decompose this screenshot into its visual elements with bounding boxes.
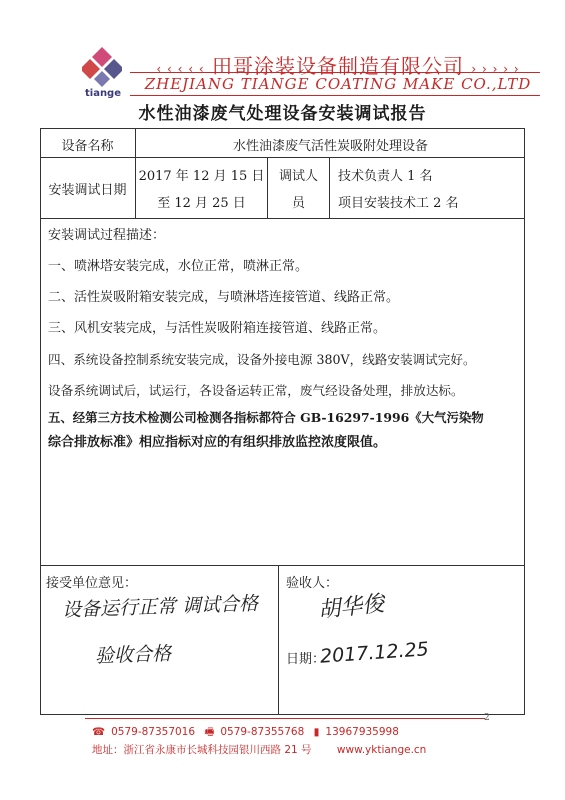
mobile-icon: ▮: [313, 726, 320, 738]
mobile: 13967935998: [325, 726, 399, 738]
footer-rule: [85, 718, 485, 719]
debugger-label-2: 员: [291, 196, 305, 211]
process-heading: 安装调试过程描述：: [48, 228, 166, 243]
opinion-handwriting-1: 设备运行正常 调试合格: [61, 592, 259, 622]
process-item-2: 二、活性炭吸附箱安装完成，与喷淋塔连接管道、线路正常。: [48, 290, 400, 305]
date-label: 日期：: [286, 652, 326, 667]
process-item-5-line2: 综合排放标准》相应指标对应的有组织排放监控浓度限值。: [48, 435, 387, 450]
footer-contacts: [92, 724, 492, 742]
website-link[interactable]: www.yktiange.cn: [336, 744, 427, 756]
header-rule-bottom: [130, 95, 540, 96]
opinion-label: 接受单位意见：: [46, 576, 138, 591]
phone-1: 0579-87357016: [111, 726, 196, 738]
process-item-3: 三、风机安装完成，与活性炭吸附箱连接管道、线路正常。: [48, 321, 387, 336]
logo-text: tiange: [84, 88, 121, 99]
process-item-5-line1: 五、经第三方技术检测公司检测各指标都符合 GB-16297-1996《大气污染物: [48, 410, 484, 425]
col-divider: [278, 565, 279, 715]
debugger-label-1: 调试人: [278, 169, 318, 184]
col-divider: [329, 157, 330, 218]
date-handwriting: 2017.12.25: [319, 638, 430, 668]
process-item-4: 四、系统设备控制系统安装完成，设备外接电源 380V，线路安装调试完好。: [48, 352, 476, 367]
address: 地址：浙江省永康市长城科技园银川西路 21 号: [92, 744, 312, 756]
arrows-left: ‹ ‹ ‹ ‹ ‹: [156, 62, 205, 76]
acceptor-label: 验收人：: [286, 576, 339, 591]
debugger-value-1: 技术负责人 1 名: [338, 169, 433, 184]
row-divider: [40, 157, 525, 158]
opinion-handwriting-2: 验收合格: [94, 642, 172, 668]
device-name-label: 设备名称: [61, 139, 114, 154]
process-item-1: 一、喷淋塔安装完成，水位正常，喷淋正常。: [48, 259, 309, 274]
phone-icon: ☎: [92, 726, 106, 738]
row-divider: [40, 218, 525, 219]
install-date-label: 安装调试日期: [48, 183, 127, 198]
phone-2: 0579-87355768: [220, 726, 305, 738]
install-date-line1: 2017 年 12 月 15 日: [138, 169, 265, 184]
page-number: 2: [484, 713, 490, 723]
company-name-en: ZHEJIANG TIANGE COATING MAKE CO.,LTD: [144, 75, 532, 93]
debugger-value-2: 项目安装技术工 2 名: [338, 196, 459, 211]
footer-address-line: [92, 742, 492, 757]
header-rule-top: [130, 72, 540, 73]
report-title: 水性油漆废气处理设备安装调试报告: [138, 104, 427, 124]
company-name-cn-text: 田哥涂装设备制造有限公司: [212, 54, 464, 78]
fax-icon: 🖷: [204, 726, 215, 738]
acceptor-signature: 胡华俊: [317, 591, 386, 624]
arrows-right: › › › › ›: [471, 62, 520, 76]
process-item-4-cont: 设备系统调试后，试运行，各设备运转正常，废气经设备处理，排放达标。: [48, 383, 464, 398]
row-divider: [40, 565, 525, 566]
device-name-value: 水性油漆废气活性炭吸附处理设备: [232, 139, 428, 154]
install-date-line2: 至 12 月 25 日: [157, 196, 246, 211]
